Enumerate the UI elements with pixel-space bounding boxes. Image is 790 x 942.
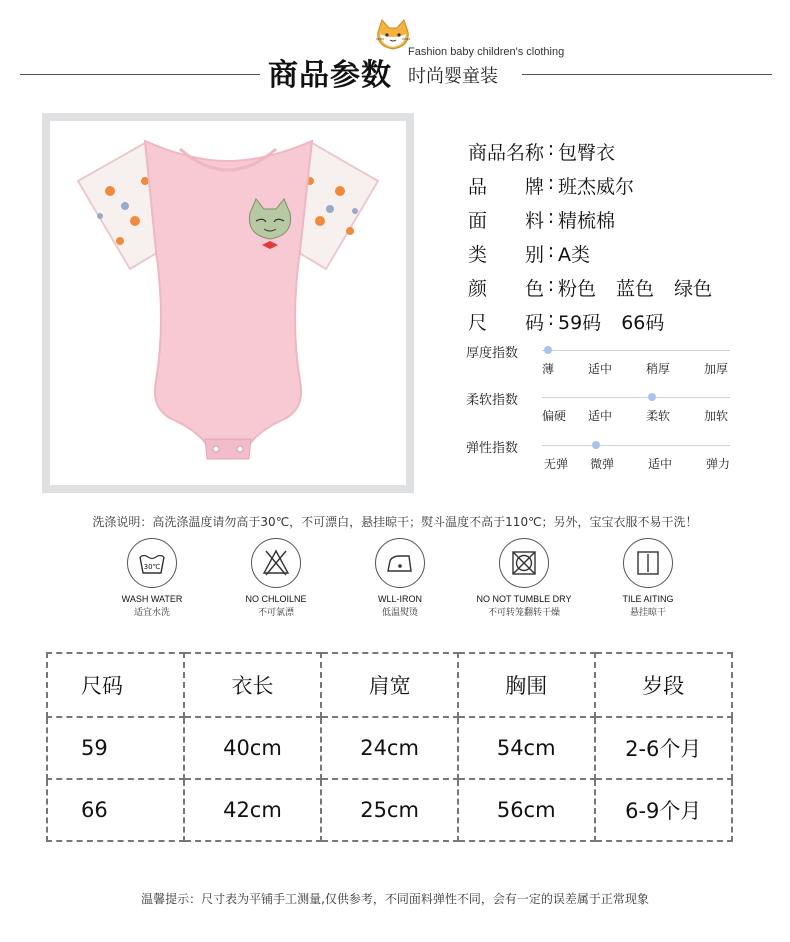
index-marker bbox=[544, 346, 552, 354]
low-iron-icon bbox=[376, 539, 424, 587]
table-header-row bbox=[47, 653, 732, 717]
table-cell: 56cm bbox=[458, 779, 595, 841]
header-divider-right bbox=[522, 74, 772, 75]
spec-label: 尺码 bbox=[468, 312, 544, 334]
index-tick: 加厚 bbox=[704, 362, 729, 376]
index-label: 柔软指数 bbox=[466, 393, 519, 408]
header-subtitle-cn: 时尚婴童装 bbox=[408, 66, 498, 87]
spec-label: 面料 bbox=[468, 210, 544, 232]
index-track bbox=[542, 350, 730, 351]
table-cell: 2-6个月 bbox=[595, 717, 732, 779]
table-header-cell: 尺码 bbox=[47, 653, 184, 717]
index-track bbox=[542, 445, 730, 446]
softness-index bbox=[466, 389, 736, 429]
product-image bbox=[50, 121, 406, 485]
care-label-en: TILE AITING bbox=[622, 594, 674, 604]
index-label: 厚度指数 bbox=[466, 346, 519, 361]
table-cell: 66 bbox=[47, 779, 184, 841]
table-cell: 6-9个月 bbox=[595, 779, 732, 841]
header-divider-left bbox=[20, 74, 260, 75]
spec-row-color: 颜色 : 粉色 蓝色 绿色 bbox=[468, 274, 712, 308]
pink-baby-bodysuit-icon bbox=[50, 121, 406, 485]
header-subtitle-en: Fashion baby children's clothing bbox=[408, 46, 565, 58]
spec-row-brand: 品牌 : 班杰威尔 bbox=[468, 172, 712, 206]
index-tick: 稍厚 bbox=[646, 362, 671, 376]
index-tick: 适中 bbox=[648, 457, 673, 471]
index-tick: 偏硬 bbox=[542, 409, 567, 423]
spec-row-size: 尺码 : 59码 66码 bbox=[468, 308, 712, 342]
no-tumble-dry-icon bbox=[500, 539, 548, 587]
spec-value: A类 bbox=[558, 244, 590, 266]
table-header-cell: 肩宽 bbox=[321, 653, 458, 717]
wash-water-icon bbox=[128, 539, 176, 587]
wash-temp-label: 30℃ bbox=[143, 563, 161, 571]
spec-value: 粉色 蓝色 绿色 bbox=[558, 278, 713, 300]
care-label-en: WLL-IRON bbox=[377, 594, 422, 604]
care-item-wash bbox=[90, 538, 214, 618]
spec-value: 班杰威尔 bbox=[558, 176, 635, 198]
spec-row-category: 类别 : A类 bbox=[468, 240, 712, 274]
care-label-cn: 不可转笼翻转干燥 bbox=[487, 608, 560, 618]
index-tick: 加软 bbox=[704, 409, 729, 423]
size-table bbox=[46, 652, 733, 842]
spec-value: 包臀衣 bbox=[558, 142, 616, 164]
product-specs bbox=[468, 138, 712, 342]
index-marker bbox=[648, 393, 656, 401]
index-tick: 弹力 bbox=[706, 457, 731, 471]
care-label-cn: 低温熨烫 bbox=[381, 608, 418, 618]
table-row bbox=[47, 717, 732, 779]
table-cell: 54cm bbox=[458, 717, 595, 779]
elasticity-index bbox=[466, 437, 736, 477]
product-image-frame bbox=[42, 113, 414, 493]
table-cell: 24cm bbox=[321, 717, 458, 779]
table-row bbox=[47, 779, 732, 841]
care-item-iron bbox=[338, 538, 462, 618]
care-label-cn: 不可氯漂 bbox=[257, 608, 294, 618]
footer-note: 温馨提示：尺寸表为平铺手工测量,仅供参考，不同面料弹性不同，会有一定的误差属于正常现象 bbox=[141, 892, 649, 906]
table-cell: 25cm bbox=[321, 779, 458, 841]
spec-label: 颜色 bbox=[468, 278, 544, 300]
spec-label: 品牌 bbox=[468, 176, 544, 198]
care-item-tumble bbox=[462, 538, 586, 618]
hang-dry-icon bbox=[624, 539, 672, 587]
index-tick: 薄 bbox=[542, 362, 555, 376]
care-item-bleach bbox=[214, 538, 338, 618]
care-label-cn: 悬挂晾干 bbox=[629, 608, 666, 618]
section-header bbox=[0, 0, 790, 100]
index-marker bbox=[592, 441, 600, 449]
spec-row-name: 商品名称 : 包臀衣 bbox=[468, 138, 712, 172]
index-track bbox=[542, 397, 730, 398]
index-tick: 适中 bbox=[588, 362, 613, 376]
thickness-index bbox=[466, 342, 736, 382]
care-label-en: WASH WATER bbox=[121, 594, 183, 604]
spec-value: 59码 66码 bbox=[558, 312, 665, 334]
table-cell: 40cm bbox=[184, 717, 322, 779]
no-bleach-icon bbox=[252, 539, 300, 587]
index-tick: 柔软 bbox=[646, 409, 671, 423]
table-header-cell: 衣长 bbox=[184, 653, 322, 717]
table-header-cell: 岁段 bbox=[595, 653, 732, 717]
care-label-cn: 适宜水洗 bbox=[133, 608, 170, 618]
care-icons bbox=[90, 538, 710, 618]
index-tick: 无弹 bbox=[544, 457, 569, 471]
page-title: 商品参数 bbox=[268, 58, 392, 93]
spec-label: 商品名称 bbox=[468, 142, 545, 164]
index-label: 弹性指数 bbox=[466, 441, 519, 456]
index-tick: 适中 bbox=[588, 409, 613, 423]
care-label-en: NO NOT TUMBLE DRY bbox=[476, 594, 572, 604]
spec-label: 类别 bbox=[468, 244, 544, 266]
table-cell: 42cm bbox=[184, 779, 322, 841]
table-cell: 59 bbox=[47, 717, 184, 779]
care-item-hang bbox=[586, 538, 710, 618]
care-label-en: NO CHLOILNE bbox=[245, 594, 307, 604]
wash-instructions: 洗涤说明：高洗涤温度请勿高于30℃，不可漂白，悬挂晾干；熨斗温度不高于110℃；另外，宝宝衣服不易干洗！ bbox=[92, 515, 698, 529]
index-tick: 微弹 bbox=[590, 457, 615, 471]
spec-value: 精梳棉 bbox=[558, 210, 616, 232]
spec-row-fabric: 面料 : 精梳棉 bbox=[468, 206, 712, 240]
table-header-cell: 胸围 bbox=[458, 653, 595, 717]
